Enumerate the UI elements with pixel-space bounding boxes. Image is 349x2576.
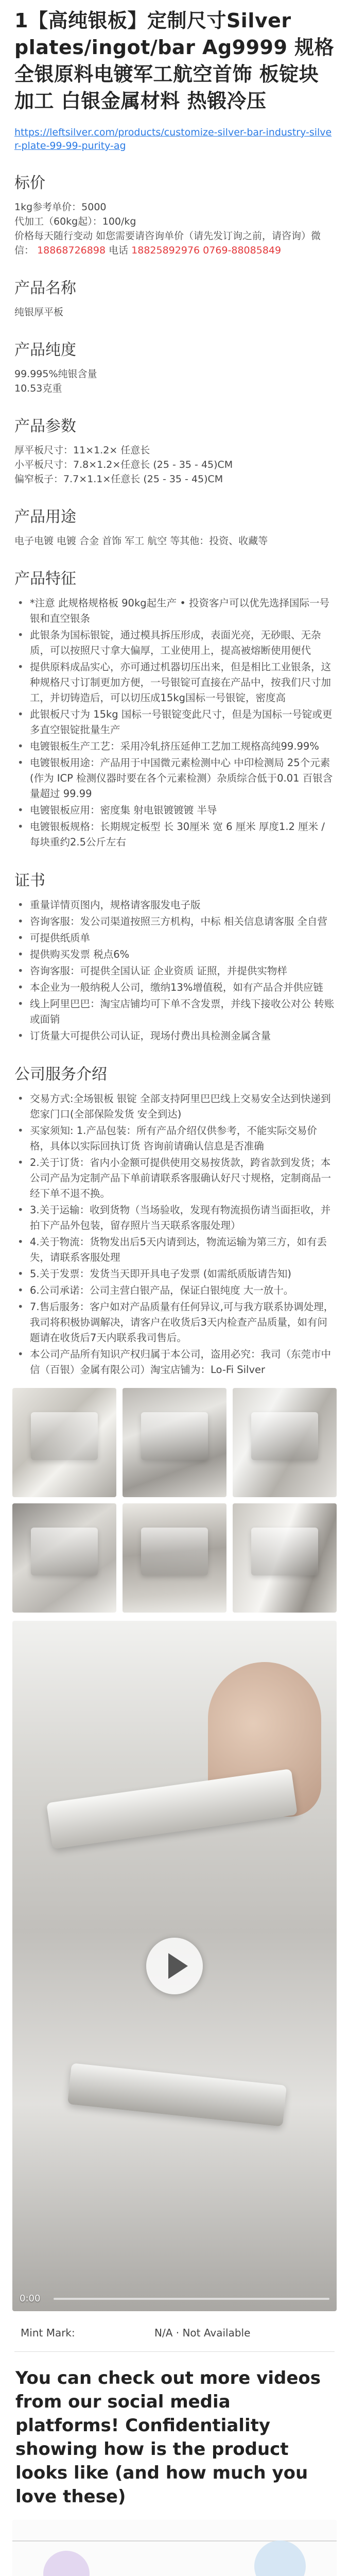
list-item: • 重量详情页图内，规格请客服发电子版	[14, 897, 335, 913]
product-video[interactable]	[12, 1621, 337, 2311]
list-item: • *注意 此规格规格板 90kg起生产 • 投资客户可以优先选择国际一号银和直空银条	[14, 596, 335, 626]
list-item: • 可提供纸质单	[14, 930, 335, 946]
purity-heading: 产品纯度	[14, 341, 76, 359]
list-item: • 咨询客服：可提供全国认证 企业资质 证照，并提供实物样	[14, 963, 335, 979]
list-item: • 买家须知: 1.产品包装：所有产品介绍仅供参考，不能实际交易价格，具体以实际回执订货 咨询前请确认信息是否准确	[14, 1123, 335, 1154]
product-image[interactable]	[233, 1388, 337, 1497]
promo-text: You can check out more videos from our social media platforms! Confidentiality showing how is the product looks like (and how much you love these)	[15, 2368, 321, 2507]
param-line: 偏窄板子：7.7×1.1×任意长 (25 - 35 - 45)CM	[14, 473, 223, 485]
mint-mark-label: Mint Mark:	[21, 2327, 75, 2339]
weight-value: 10.53克重	[14, 383, 62, 394]
product-image[interactable]	[123, 1388, 226, 1497]
company-heading: 公司服务介绍	[14, 1065, 107, 1083]
list-item: • 本公司产品所有知识产权归属于本公司，盗用必究：我司（东莞市中信（百银）金属有限公司）淘宝店铺为：Lo-Fi Silver	[14, 1347, 335, 1378]
product-image[interactable]	[123, 1503, 226, 1613]
product-link[interactable]: https://leftsilver.com/products/customize-silver-bar-industry-silver-plate-99-99-purity-ag	[14, 127, 332, 151]
list-item: • 6.公司承诺：公司主营白银产品，保证白银纯度 大一放十。	[14, 1283, 335, 1298]
list-item: • 电镀银板规格：长期规定板型 长 30厘米 宽 6 厘米 厚度1.2 厘米 / 每块重约2.5公斤左右	[14, 819, 335, 850]
phone-numbers[interactable]: 18825892976 0769-88085849	[131, 245, 282, 256]
list-item: • 本企业为一般纳税人公司，缴纳13%增值税，如有产品合并供应链	[14, 980, 335, 995]
processing-price: 代加工（60kg起）：100/kg	[14, 216, 136, 227]
product-image[interactable]	[233, 1503, 337, 1613]
features-list	[14, 596, 335, 850]
collage-shape	[254, 2540, 306, 2576]
list-item: • 2.关于订货：省内小金额可提供使用交易按货款，跨省款到发货；本公司产品为定制产品下单前请联系客服确认好尺寸规格，定制商品一经下单不退不换。	[14, 1155, 335, 1201]
price-note-text: 价格每天随行变动 如您需要请咨询单价（请先发订询之前，请咨询）微信：	[14, 230, 321, 256]
product-title: 1【高纯银板】定制尺寸Silver plates/ingot/bar Ag9999 规格全银原料电镀军工航空首饰 板锭块加工 白银金属材料 热锻冷压	[14, 9, 335, 112]
product-image-grid	[0, 1388, 349, 1613]
certificate-heading: 证书	[14, 872, 45, 890]
list-item: • 交易方式:全场银板 银锭 全部支持阿里巴巴线上交易安全达到快递到您家门口(全部保险发货 安全到达)	[14, 1091, 335, 1122]
list-item: • 3.关于运输：收到货物（当场验收，发现有物流损伤请当面拒收，并拍下产品外包装，留存照片当天联系客服处理）	[14, 1202, 335, 1233]
product-image[interactable]	[12, 1503, 116, 1613]
list-item: • 7.售后服务：客户如对产品质量有任何异议,可与我方联系协调处理，我司将积极协调解决，请客户在收货后3天内检查产品质量，如有问题请在收货后7天内联系我司售后。	[14, 1299, 335, 1346]
mint-mark-row	[0, 2311, 349, 2339]
application-value: 电子电镀 电镀 合金 首饰 军工 航空 等其他：投资、收藏等	[14, 535, 268, 547]
list-item: • 电镀银板用途：产品用于中国微元素检测中心 中印检测局 25个元素 (作为 ICP 检测仪器时要在各个元素检测）杂质综合低于0.01 百银含量超过 99.99	[14, 755, 335, 802]
video-progress-bar[interactable]	[54, 2298, 329, 2300]
video-silver-bar	[67, 2063, 287, 2126]
product-name-heading: 产品名称	[14, 279, 76, 297]
list-item: • 此银板尺寸为 15kg 国标一号银锭变此尺寸，但是为国标一号锭或更多直空银锭批量生产	[14, 707, 335, 738]
mint-mark-value: N/A · Not Available	[154, 2327, 251, 2339]
list-item: • 提供原料成品实心，亦可通过机器切压出来，但是相比工业银条，这种规格尺寸订制更加方便，一号银锭可直接在产品中，按我们尺寸加工，并切铸造后，可以切压成15kg国标一号银锭，密度高	[14, 659, 335, 706]
price-note	[14, 229, 335, 258]
play-icon[interactable]	[146, 1938, 203, 1994]
application-heading: 产品用途	[14, 508, 76, 526]
certificate-list	[14, 897, 335, 1044]
phone-label: 电话	[109, 245, 129, 256]
unit-price: 1kg参考单价：5000	[14, 201, 107, 213]
list-item: • 4.关于物流：货物发出后5天内请到达，物流运输为第三方，如有丢失，请联系客服处理	[14, 1234, 335, 1265]
purity-value: 99.995%纯银含量	[14, 368, 97, 380]
collage-shape	[43, 2551, 90, 2576]
social-media-collage[interactable]	[12, 2520, 337, 2576]
price-heading: 标价	[14, 174, 45, 192]
video-silver-bar	[46, 1769, 298, 1849]
product-image[interactable]	[12, 1388, 116, 1497]
params-heading: 产品参数	[14, 417, 76, 435]
video-time: 0:00	[20, 2293, 41, 2304]
list-item: • 提供购买发票 税点6%	[14, 947, 335, 962]
list-item: • 5.关于发票：发货当天即开具电子发票 (如需纸质版请告知)	[14, 1266, 335, 1282]
list-item: • 订货量大可提供公司认证，现场付费出具检测金属含量	[14, 1028, 335, 1044]
list-item: • 此银条为国标银锭，通过模具拆压形成，表面光亮，无砂眼、无杂质，可以按照尺寸拿大偏厚，工业使用上，提高被熔断使用便代	[14, 628, 335, 658]
product-name: 纯银厚平板	[14, 307, 64, 318]
param-line: 小平板尺寸：7.8×1.2×任意长 (25 - 35 - 45)CM	[14, 459, 233, 470]
wechat-number[interactable]: 18868726898	[37, 245, 106, 256]
features-heading: 产品特征	[14, 570, 76, 588]
list-item: • 咨询客服：发公司渠道按照三方机构，中标 相关信息请客服 全自营	[14, 914, 335, 929]
list-item: • 电镀银板应用：密度集 射电银镀镀镀 半导	[14, 803, 335, 818]
list-item: • 电镀银板生产工艺：采用冷轧挤压延伸工艺加工规格高纯99.99%	[14, 739, 335, 754]
list-item: • 线上阿里巴巴：淘宝店铺均可下单不含发票，并线下接收公对公 转账或面销	[14, 996, 335, 1027]
company-list	[14, 1091, 335, 1378]
param-line: 厚平板尺寸：11×1.2× 任意长	[14, 445, 150, 456]
